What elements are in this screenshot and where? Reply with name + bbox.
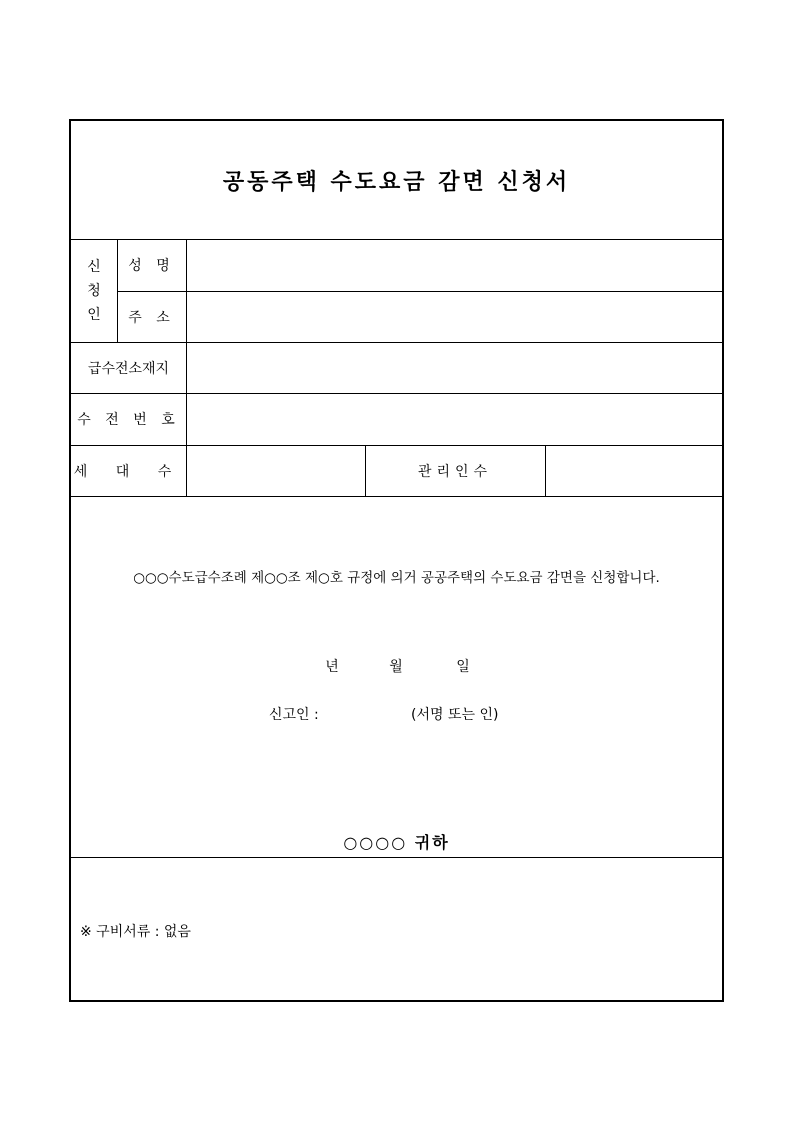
applicant-char-1: 신 <box>87 258 101 275</box>
households-label: 세 대 수 <box>73 463 184 480</box>
divider <box>71 857 722 858</box>
managers-label: 관리인수 <box>417 463 493 480</box>
addressee: ○○○○ 귀하 <box>343 832 450 852</box>
attachments-note: ※ 구비서류 : 없음 <box>80 924 191 940</box>
application-form <box>69 119 724 1002</box>
name-label: 성 명 <box>128 258 175 274</box>
signature-note: (서명 또는 인) <box>411 707 499 723</box>
address-label: 주 소 <box>128 309 175 326</box>
name-field[interactable] <box>186 239 722 291</box>
date-month-label: 월 <box>389 659 403 675</box>
divider <box>71 496 722 497</box>
applicant-char-2: 청 <box>87 282 101 299</box>
households-field[interactable] <box>186 445 365 496</box>
managers-field[interactable] <box>545 445 722 496</box>
applicant-group-label <box>71 239 117 342</box>
supply-location-label: 급수전소재지 <box>87 360 170 377</box>
address-field[interactable] <box>186 291 722 342</box>
tap-number-field[interactable] <box>186 393 722 445</box>
tap-number-label: 수 전 번 호 <box>77 412 180 428</box>
supply-location-field[interactable] <box>186 342 722 393</box>
applicant-char-3: 인 <box>87 306 101 323</box>
form-title: 공동주택 수도요금 감면 신청서 <box>222 169 571 195</box>
date-day-label: 일 <box>456 659 470 675</box>
date-year-label: 년 <box>325 659 339 675</box>
signer-label: 신고인 : <box>269 707 319 723</box>
statement-text: ○○○수도급수조례 제○○조 제○호 규정에 의거 공공주택의 수도요금 감면을 신청합니다. <box>133 570 660 586</box>
